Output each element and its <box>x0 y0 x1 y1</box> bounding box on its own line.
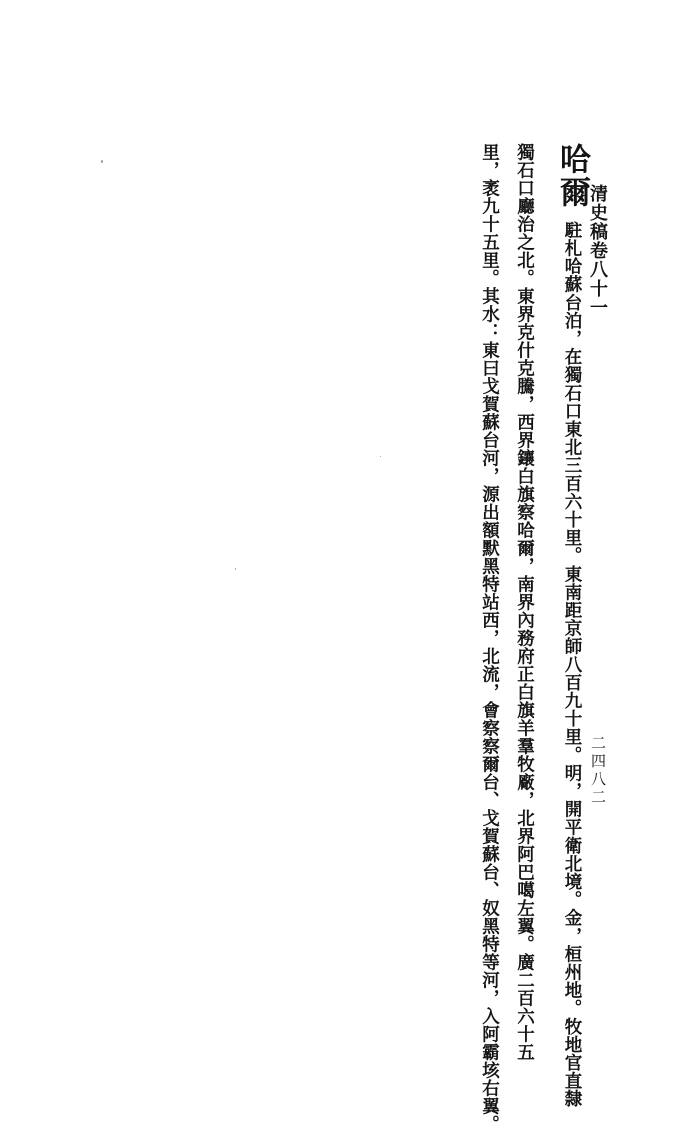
text-column-2 <box>515 143 533 1061</box>
scan-speck <box>380 456 381 457</box>
text-line-1: 駐札哈蘇台泊，在獨石口東北三百六十里。東南距京師八百九十里。明，開平衛北境。金，桓州地。牧地官直隸 <box>562 221 582 1108</box>
text-line-2: 獨石口廳治之北。東界克什克騰，西界鑲白旗察哈爾，南界內務府正白旗羊羣牧廠，北界阿巴噶左翼。廣二百六十五 <box>514 143 535 1061</box>
headword: 哈爾 <box>554 143 590 209</box>
text-column-3 <box>480 143 498 1133</box>
text-line-3: 里，袤九十五里。其水：東曰戈賀蘇台河，源出額默黑特站西，北流，會察察爾台、戈賀蘇台、奴黑特等河，入阿霸垓右翼。 <box>479 143 500 1133</box>
text-column-1 <box>554 143 590 1108</box>
scan-speck <box>235 568 236 570</box>
scan-speck <box>101 160 103 163</box>
page-number: 二四八二 <box>589 735 607 807</box>
book-title: 清史稿卷八十一 <box>587 184 608 317</box>
